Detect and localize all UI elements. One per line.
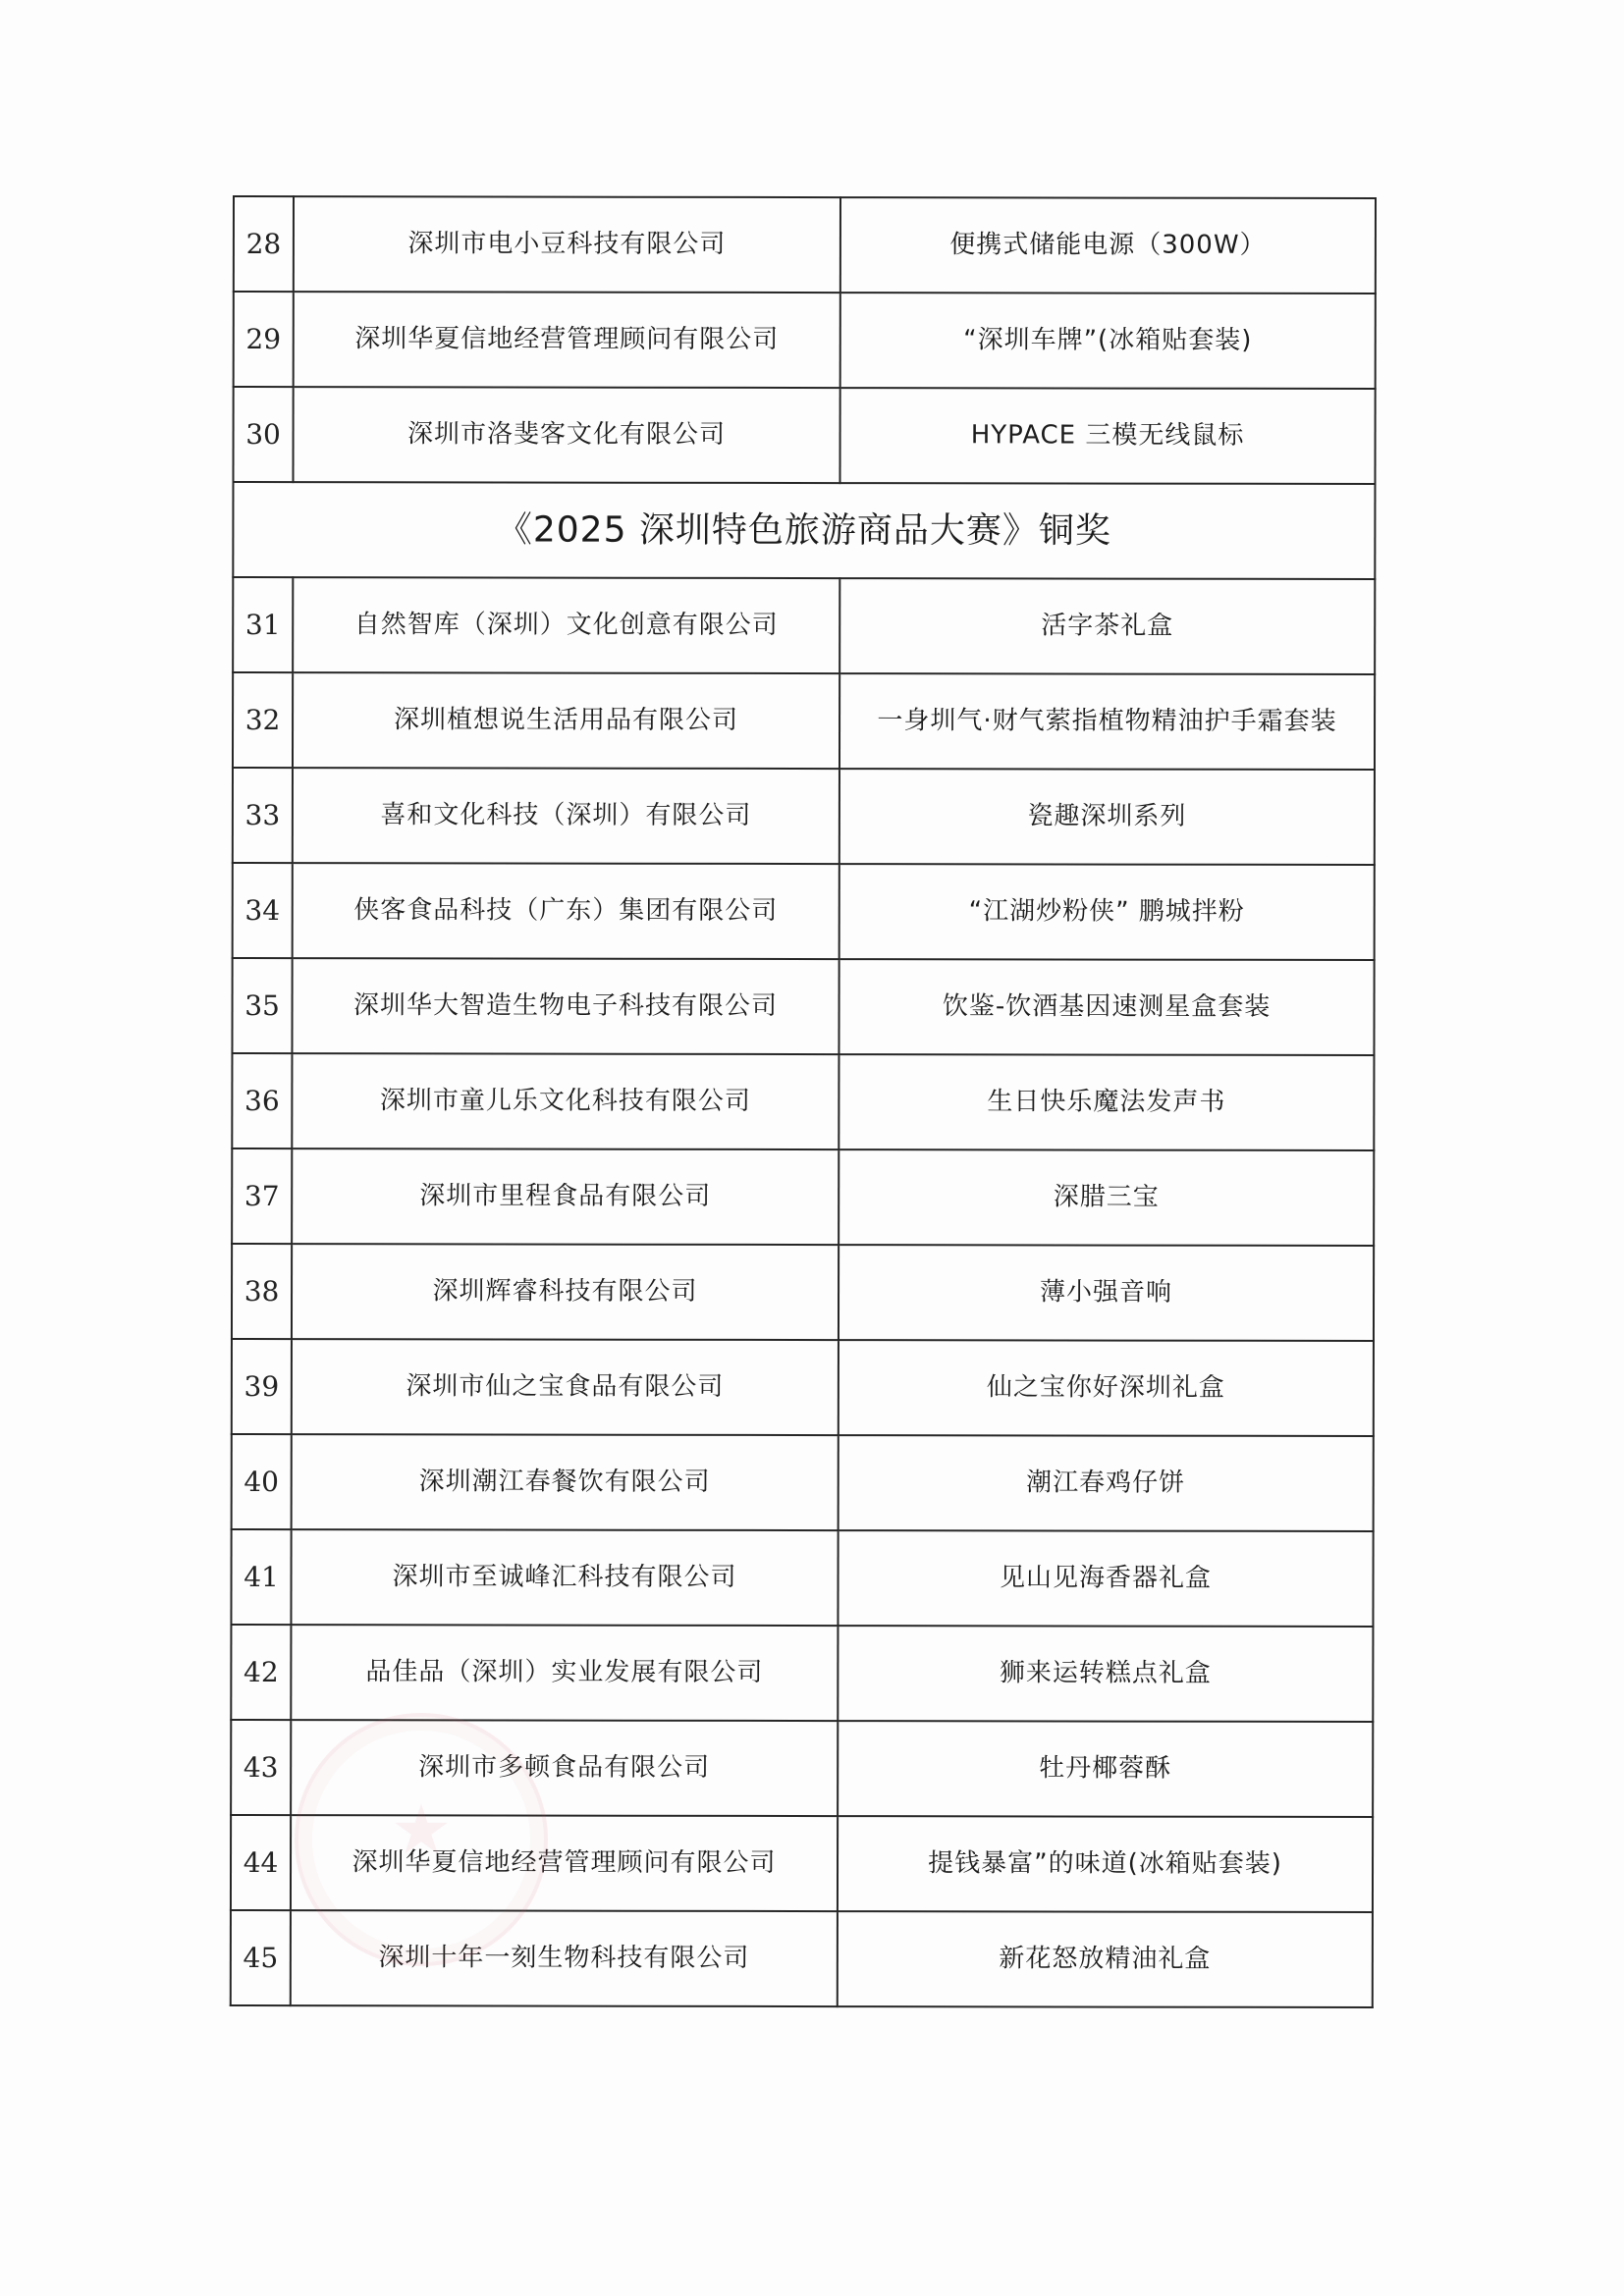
- table-row: [233, 387, 1375, 484]
- product-name: 新花怒放精油礼盒: [838, 1911, 1373, 2007]
- table-row: [231, 1529, 1373, 1627]
- table-row: [234, 196, 1376, 294]
- company-name: 自然智库（深圳）文化创意有限公司: [293, 577, 839, 673]
- product-name: 生日快乐魔法发声书: [839, 1054, 1374, 1150]
- company-name: 品佳品（深圳）实业发展有限公司: [291, 1625, 838, 1721]
- table-row: [231, 1720, 1373, 1817]
- product-name: HYPACE 三模无线鼠标: [839, 388, 1375, 484]
- product-name: 见山见海香器礼盒: [838, 1530, 1373, 1627]
- product-name: “深圳车牌”(冰箱贴套装): [840, 293, 1376, 389]
- table-row: [231, 1815, 1373, 1912]
- row-number: 34: [233, 863, 293, 958]
- row-number: 44: [231, 1815, 291, 1910]
- row-number: 29: [234, 292, 294, 387]
- row-number: 28: [234, 196, 294, 292]
- table-row: [232, 1339, 1374, 1436]
- product-name: 便携式储能电源（300W）: [840, 197, 1376, 294]
- row-number: 43: [231, 1720, 291, 1815]
- award-list-table: [230, 195, 1377, 2008]
- company-name: 深圳潮江春餐饮有限公司: [292, 1434, 839, 1530]
- company-name: 深圳十年一刻生物科技有限公司: [291, 1910, 838, 2006]
- section-header-row: [233, 482, 1375, 579]
- table-row: [232, 1053, 1374, 1150]
- row-number: 41: [231, 1529, 291, 1625]
- table-row: [232, 1434, 1374, 1531]
- section-title: 《2025 深圳特色旅游商品大赛》铜奖: [233, 482, 1375, 579]
- row-number: 36: [232, 1053, 292, 1148]
- row-number: 31: [233, 577, 293, 672]
- company-name: 深圳辉睿科技有限公司: [292, 1244, 839, 1340]
- company-name: 深圳市多顿食品有限公司: [291, 1720, 838, 1816]
- company-name: 深圳华夏信地经营管理顾问有限公司: [291, 1815, 838, 1911]
- company-name: 深圳植想说生活用品有限公司: [293, 672, 839, 769]
- table-row: [233, 863, 1375, 960]
- seal-star-icon: ★: [390, 1789, 453, 1870]
- row-number: 40: [232, 1434, 292, 1529]
- company-name: 深圳市至诚峰汇科技有限公司: [291, 1529, 838, 1626]
- row-number: 45: [231, 1910, 291, 2005]
- company-name: 深圳市洛斐客文化有限公司: [293, 387, 839, 483]
- company-name: 深圳华夏信地经营管理顾问有限公司: [294, 292, 840, 388]
- row-number: 33: [233, 768, 293, 863]
- table-row: [232, 1148, 1374, 1246]
- product-name: 活字茶礼盒: [839, 578, 1375, 674]
- table-row: [231, 1625, 1373, 1722]
- row-number: 42: [231, 1625, 291, 1720]
- company-name: 深圳华大智造生物电子科技有限公司: [292, 958, 839, 1054]
- product-name: 饮鉴-饮酒基因速测星盒套装: [839, 959, 1374, 1055]
- table-row: [232, 1244, 1374, 1341]
- table-row: [233, 577, 1375, 674]
- row-number: 35: [232, 958, 292, 1053]
- table-row: [233, 768, 1375, 865]
- product-name: 一身圳气·财气萦指植物精油护手霜套装: [839, 673, 1375, 770]
- company-name: 深圳市童儿乐文化科技有限公司: [292, 1053, 839, 1149]
- company-name: 侠客食品科技（广东）集团有限公司: [293, 863, 839, 959]
- row-number: 37: [232, 1148, 292, 1244]
- row-number: 30: [233, 387, 293, 482]
- product-name: 牡丹椰蓉酥: [838, 1721, 1373, 1817]
- product-name: 狮来运转糕点礼盒: [838, 1626, 1373, 1722]
- company-name: 深圳市仙之宝食品有限公司: [292, 1339, 839, 1435]
- company-name: 喜和文化科技（深圳）有限公司: [293, 768, 839, 864]
- product-name: 薄小强音响: [839, 1245, 1374, 1341]
- product-name: 提钱暴富”的味道(冰箱贴套装): [838, 1816, 1373, 1912]
- product-name: 深腊三宝: [839, 1149, 1374, 1246]
- table-row: [231, 1910, 1373, 2007]
- company-name: 深圳市电小豆科技有限公司: [294, 196, 840, 293]
- table-row: [234, 292, 1376, 389]
- product-name: 潮江春鸡仔饼: [839, 1435, 1374, 1531]
- row-number: 39: [232, 1339, 292, 1434]
- table-row: [232, 958, 1374, 1055]
- product-name: 仙之宝你好深圳礼盒: [839, 1340, 1374, 1436]
- company-name: 深圳市里程食品有限公司: [292, 1148, 839, 1245]
- row-number: 38: [232, 1244, 292, 1339]
- row-number: 32: [233, 672, 293, 768]
- product-name: “江湖炒粉侠” 鹏城拌粉: [839, 864, 1375, 960]
- table-row: [233, 672, 1375, 770]
- product-name: 瓷趣深圳系列: [839, 769, 1375, 865]
